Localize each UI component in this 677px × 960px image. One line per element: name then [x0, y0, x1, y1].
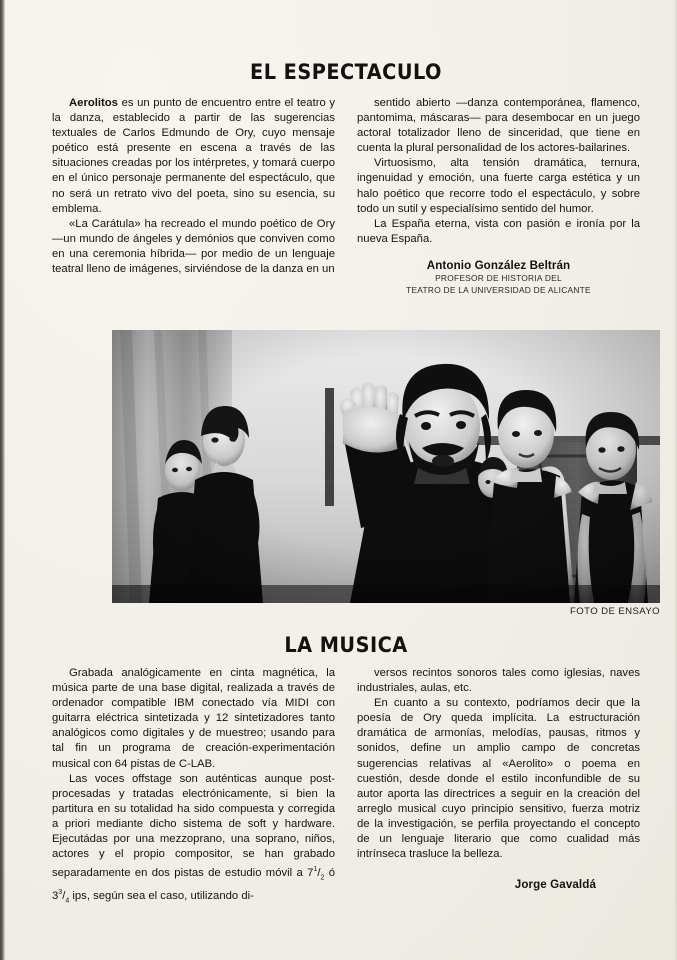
paragraph-recintos: versos recintos sonoros tales como iglesias, naves industriales, aulas, etc. — [357, 667, 640, 695]
byline-composer-name: Jorge Gavaldá — [514, 878, 596, 892]
espectaculo-columns — [52, 96, 640, 295]
rehearsal-photo-image — [112, 330, 660, 603]
fraction-denominator-1: 2 — [320, 874, 325, 882]
paragraph-aerolitos-rest: es un punto de encuentro entre el teatro y la danza, establecido a partir de las sugerencias textuales de Carlos Edmundo de Ory, cuyo mensaje poético está presente en escena a través de las situaciones creadas por los intérpretes, y tomará cuerpo en el único personaje permanente del espectáculo, que no será un retrato vivo del poeta, sino su esencia, su emblema. — [52, 97, 335, 215]
rehearsal-photo-block — [112, 330, 660, 603]
page-sheet — [46, 0, 660, 960]
fraction-numerator-2: 3 — [58, 889, 63, 897]
byline-antonio-gonzalez — [357, 259, 640, 295]
rehearsal-photo — [112, 330, 660, 603]
fraction-three-quarter: $3^3/_4$ — [52, 889, 70, 905]
paragraph-espana-eterna: La España eterna, vista con pasión e ironía por la nueva España. — [357, 217, 640, 245]
musica-right-column — [357, 666, 640, 908]
fraction-denominator-2: 4 — [65, 897, 70, 905]
paragraph-grabada: Grabada analógicamente en cinta magnética, la música parte de una base digital, realizada a través de ordenador compatible IBM conectado vía MIDI con guitarra eléctrica sintetizada y 12 sintetizadores tanto analógicos como digitales y de muestreo; usando para tal fin un programa de creación-experimentación musical con 64 pistas de C-LAB. — [52, 667, 335, 770]
fraction-whole-2: 3 — [52, 890, 59, 903]
paragraph-aerolitos — [52, 96, 335, 217]
paragraph-voces-mid: ó — [324, 866, 336, 879]
espectaculo-left-column — [52, 96, 335, 295]
paragraph-sentido-abierto: sentido abierto —danza contemporánea, flamenco, pantomima, máscaras— para desembocar en un juego actoral totalizador lleno de sinceridad, que tiene en cuenta la plural personalidad de los actores-bailarines. — [357, 97, 640, 155]
page-title-musica: LA MUSICA — [284, 633, 408, 657]
paragraph-voces-part-a: Las voces offstage son auténticas aunque post-procesadas y tratadas electrónicamente, si bien la partitura en su totalidad ha sido compuesta y corregida a priori mediante dicho sistema de soft y hardware. Ejecutádas por una mezzoprano, una soprano, niños, actores y el propio compositor, se han grabado separadamente en dos pistas de estudio móvil a — [52, 772, 335, 879]
paragraph-voces-part-b: ips, según sea el caso, utilizando di- — [69, 890, 254, 903]
paragraph-contexto: En cuanto a su contexto, podríamos decir que la poesía de Ory queda implícita. La estructuración dramática de armonías, melodías, pausas, ritmos y sonidos, define un amplio campo de concretas sugerencias relativas al «Aerolito» o poema en cuestión, desde donde el estilo inconfundible de su autor aporta las directrices a seguir en la creación del arreglo musical cuyo principio sensitivo, fuerza motriz de la investigación, se perfila proyectando el concepto de un lenguaje literario que como cualidad más intrínseca trasluce la belleza. — [357, 697, 640, 861]
byline-author-name: Antonio González Beltrán — [426, 258, 571, 272]
section-heading-espectaculo — [46, 60, 646, 84]
lead-word-aerolitos: Aerolitos — [69, 97, 118, 109]
paragraph-virtuosismo: Virtuosismo, alta tensión dramática, ternura, ingenuidad y emoción, una fuerte carga estética y un halo poético que recorre todo el espectáculo, y sobre todo un sutil y especialísimo sentido del humor. — [357, 157, 640, 215]
espectaculo-right-column — [357, 96, 640, 295]
paragraph-voces-offstage — [52, 772, 335, 909]
musica-left-column — [52, 666, 335, 908]
fraction-numerator-1: 1 — [313, 866, 318, 874]
byline-author-role-line1: PROFESOR DE HISTORIA DEL — [435, 272, 562, 283]
fraction-whole-1: 7 — [307, 866, 314, 879]
paragraph-caratula: «La Carátula» ha recreado el mundo poético de Ory —un mundo de ángeles y demónios que conviven como en una ceremonia híbrida— por medio de un lenguaje teatral lleno de imágenes, sirviéndose de la danza en un — [52, 217, 335, 276]
scan-edge-left — [0, 0, 5, 960]
page-title-espectaculo: EL ESPECTACULO — [250, 60, 442, 84]
byline-author-role-line2: TEATRO DE LA UNIVERSIDAD DE ALICANTE — [406, 284, 591, 295]
fraction-seven-half: $7^1/_2$ — [307, 866, 325, 882]
byline-jorge-gavalda — [357, 878, 640, 891]
musica-columns — [52, 666, 640, 908]
section-heading-musica — [46, 633, 646, 657]
photo-caption: FOTO DE ENSAYO — [569, 606, 660, 617]
